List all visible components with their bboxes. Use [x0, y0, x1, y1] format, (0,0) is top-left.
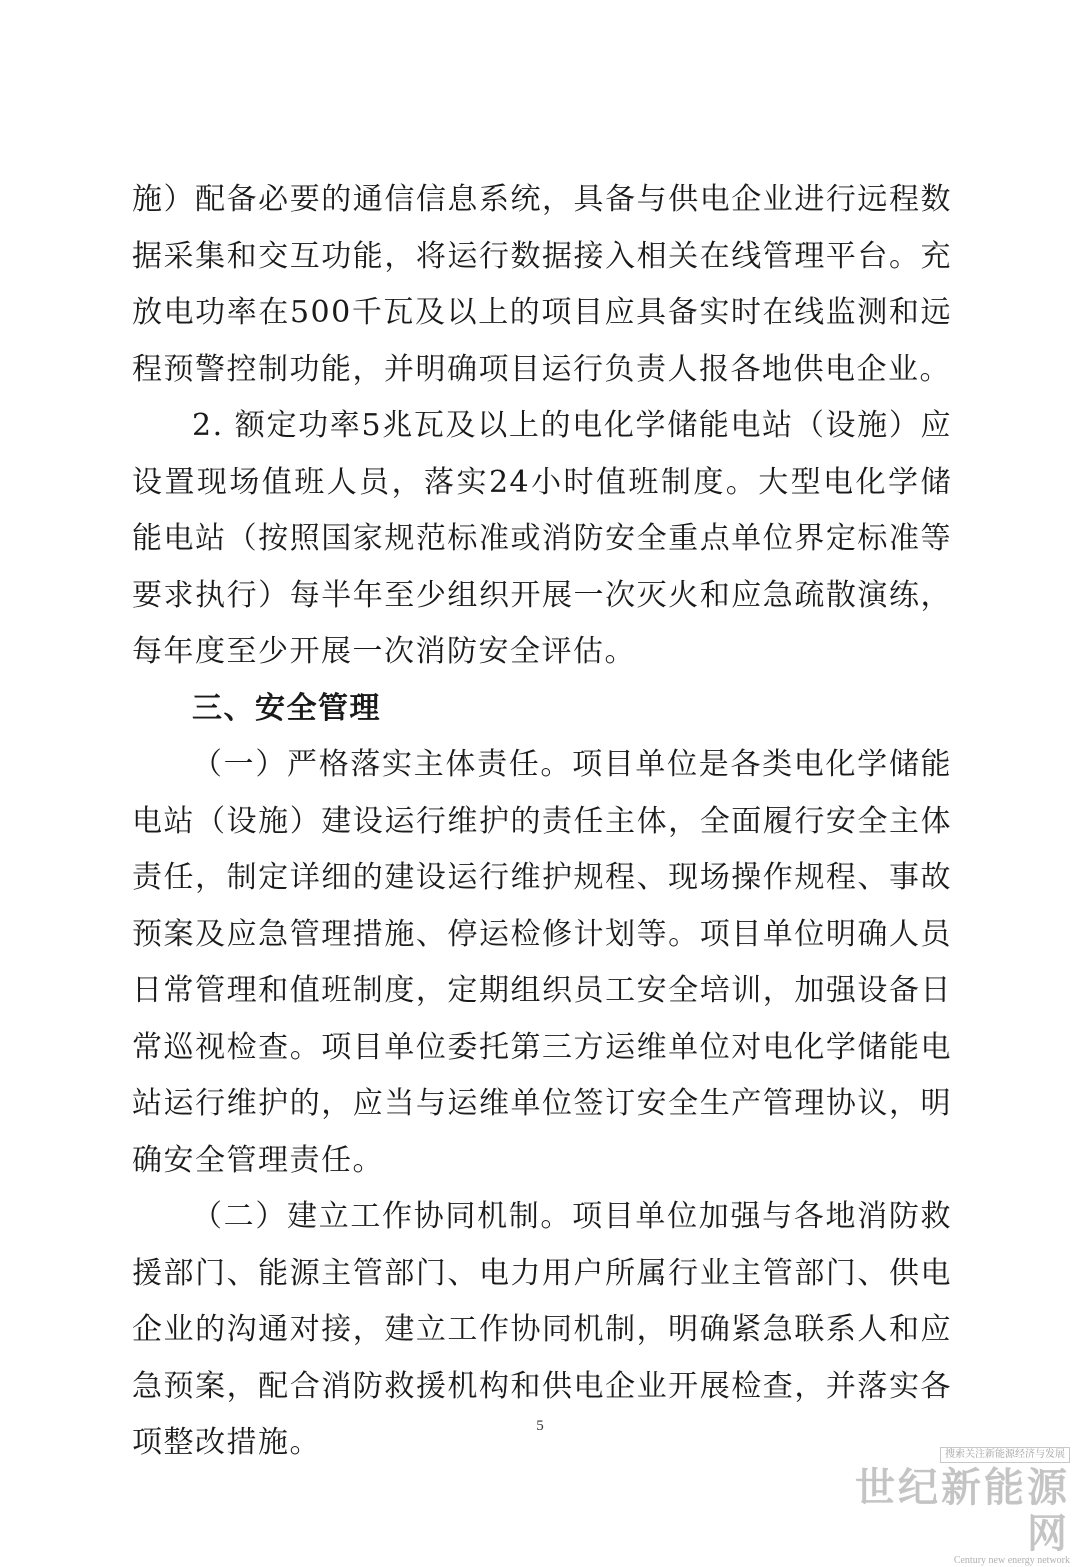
paragraph-subsection-2: （二）建立工作协同机制。项目单位加强与各地消防救援部门、能源主管部门、电力用户所属行业主管部门、供电企业的沟通对接，建立工作协同机制，明确紧急联系人和应急预案，配合消防救援机构和供电企业开展检查，并落实各项整改措施。 [132, 1199, 952, 1460]
section-heading: 三、安全管理 [192, 690, 381, 726]
paragraph-subsection-1: （一）严格落实主体责任。项目单位是各类电化学储能电站（设施）建设运行维护的责任主体，全面履行安全主体责任，制定详细的建设运行维护规程、现场操作规程、事故预案及应急管理措施、停运检修计划等。项目单位明确人员日常管理和值班制度，定期组织员工安全培训，加强设备日常巡视检查。项目单位委托第三方运维单位对电化学储能电站运行维护的，应当与运维单位签订安全生产管理协议，明确安全管理责任。 [132, 747, 952, 1178]
watermark [854, 1442, 1070, 1567]
paragraph-continuation: 施）配备必要的通信信息系统，具备与供电企业进行远程数据采集和交互功能，将运行数据接入相关在线管理平台。充放电功率在500千瓦及以上的项目应具备实时在线监测和远程预警控制功能，并明确项目运行负责人报各地供电企业。 [132, 182, 952, 387]
document-body [132, 172, 952, 1472]
watermark-banner: 搜索关注新能源经济与发展 [940, 1447, 1070, 1463]
watermark-logo-text: 世纪新能源网 [855, 1465, 1070, 1557]
page-number: 5 [536, 1418, 544, 1434]
paragraph-item-2: 2. 额定功率5兆瓦及以上的电化学储能电站（设施）应设置现场值班人员，落实24小时值班制度。大型电化学储能电站（按照国家规范标准或消防安全重点单位界定标准等要求执行）每半年至少组织开展一次灭火和应急疏散演练，每年度至少开展一次消防安全评估。 [132, 408, 952, 669]
watermark-subtitle: Century new energy network [953, 1555, 1070, 1566]
